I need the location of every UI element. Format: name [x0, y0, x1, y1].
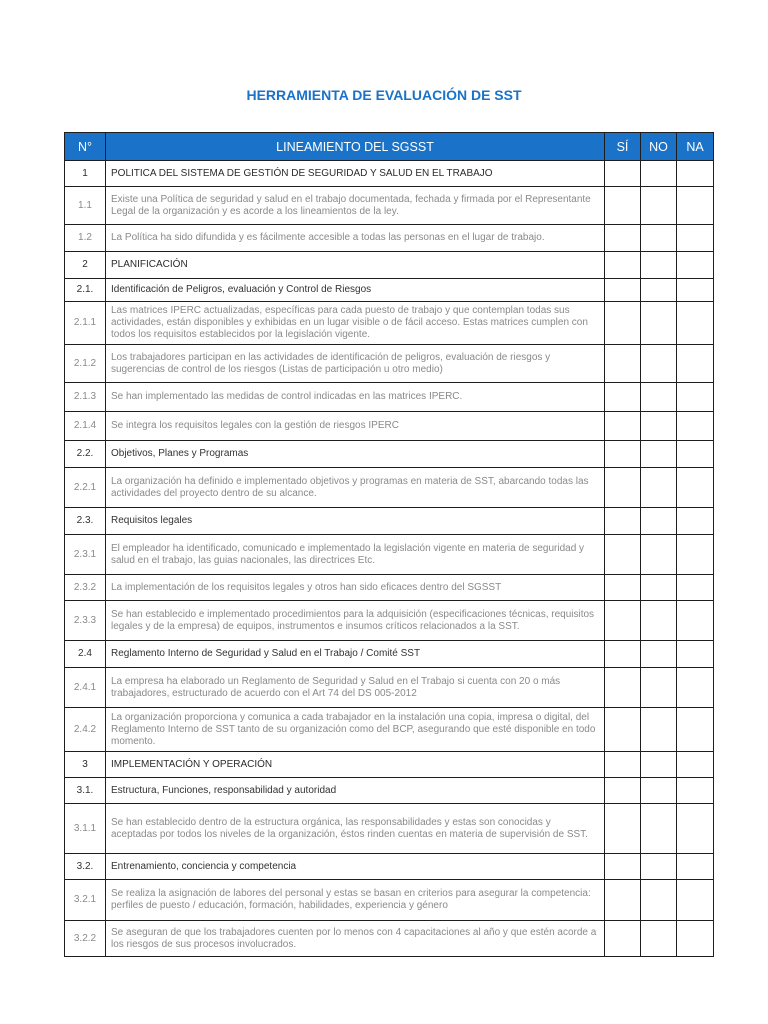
check-cell-si[interactable] — [605, 383, 641, 412]
row-lineamiento: La organización ha definido e implementado objetivos y programas en materia de SST, abarcando todas las actividades del proyecto dentro de su alcance. — [106, 468, 605, 508]
check-cell-si[interactable] — [605, 575, 641, 601]
check-cell-no[interactable] — [641, 468, 677, 508]
row-number: 2.4.1 — [65, 668, 106, 708]
row-lineamiento: Se aseguran de que los trabajadores cuenten por lo menos con 4 capacitaciones al año y que estén acorde a los riesgos de sus procesos involucrados. — [106, 921, 605, 957]
check-cell-na[interactable] — [677, 854, 714, 880]
table-row — [65, 575, 714, 601]
check-cell-na[interactable] — [677, 921, 714, 957]
check-cell-na[interactable] — [677, 804, 714, 854]
row-lineamiento: Existe una Política de seguridad y salud en el trabajo documentada, fechada y firmada por el Representante Legal de la organización y es acorde a los lineamientos de la ley. — [106, 187, 605, 225]
check-cell-na[interactable] — [677, 187, 714, 225]
check-cell-si[interactable] — [605, 535, 641, 575]
row-lineamiento: Objetivos, Planes y Programas — [106, 441, 605, 468]
row-number: 2.3. — [65, 508, 106, 535]
row-number: 2.1. — [65, 279, 106, 302]
header-lineamiento: LINEAMIENTO DEL SGSST — [106, 133, 605, 161]
table-row — [65, 921, 714, 957]
check-cell-no[interactable] — [641, 345, 677, 383]
check-cell-na[interactable] — [677, 641, 714, 668]
check-cell-na[interactable] — [677, 708, 714, 752]
check-cell-no[interactable] — [641, 279, 677, 302]
check-cell-si[interactable] — [605, 752, 641, 778]
check-cell-na[interactable] — [677, 302, 714, 345]
evaluation-table — [64, 132, 714, 957]
row-lineamiento: Se integra los requisitos legales con la gestión de riesgos IPERC — [106, 412, 605, 441]
row-number: 2.3.3 — [65, 601, 106, 641]
row-number: 3.1. — [65, 778, 106, 804]
check-cell-no[interactable] — [641, 535, 677, 575]
table-header-row — [65, 133, 714, 161]
header-si: SÍ — [605, 133, 641, 161]
check-cell-no[interactable] — [641, 161, 677, 187]
check-cell-no[interactable] — [641, 302, 677, 345]
table-row — [65, 535, 714, 575]
check-cell-no[interactable] — [641, 752, 677, 778]
table-row — [65, 412, 714, 441]
check-cell-no[interactable] — [641, 601, 677, 641]
check-cell-si[interactable] — [605, 778, 641, 804]
header-num: N° — [65, 133, 106, 161]
check-cell-na[interactable] — [677, 535, 714, 575]
check-cell-si[interactable] — [605, 641, 641, 668]
check-cell-na[interactable] — [677, 508, 714, 535]
table-row — [65, 641, 714, 668]
check-cell-si[interactable] — [605, 345, 641, 383]
check-cell-si[interactable] — [605, 279, 641, 302]
row-lineamiento: Las matrices IPERC actualizadas, específicas para cada puesto de trabajo y que contemplan todas sus actividades, están disponibles y exhibidas en un lugar visible o de fácil acceso. Estas matrices cumplen con todos los requisitos establecidos por la legislación vigente. — [106, 302, 605, 345]
check-cell-na[interactable] — [677, 441, 714, 468]
table-row — [65, 225, 714, 252]
row-number: 1.1 — [65, 187, 106, 225]
table-row — [65, 854, 714, 880]
row-lineamiento: Reglamento Interno de Seguridad y Salud en el Trabajo / Comité SST — [106, 641, 605, 668]
row-number: 1 — [65, 161, 106, 187]
row-number: 3 — [65, 752, 106, 778]
check-cell-no[interactable] — [641, 641, 677, 668]
table-row — [65, 345, 714, 383]
table-row — [65, 778, 714, 804]
check-cell-na[interactable] — [677, 601, 714, 641]
row-number: 3.1.1 — [65, 804, 106, 854]
check-cell-no[interactable] — [641, 508, 677, 535]
row-number: 2.1.3 — [65, 383, 106, 412]
check-cell-no[interactable] — [641, 412, 677, 441]
table-row — [65, 252, 714, 279]
row-lineamiento: Se realiza la asignación de labores del personal y estas se basan en criterios para asegurar la competencia: perfiles de puesto / educación, formación, habilidades, experiencia y género — [106, 880, 605, 921]
check-cell-no[interactable] — [641, 225, 677, 252]
check-cell-na[interactable] — [677, 279, 714, 302]
check-cell-si[interactable] — [605, 854, 641, 880]
row-number: 2.1.4 — [65, 412, 106, 441]
check-cell-no[interactable] — [641, 187, 677, 225]
row-lineamiento: Entrenamiento, conciencia y competencia — [106, 854, 605, 880]
table-row — [65, 601, 714, 641]
check-cell-si[interactable] — [605, 668, 641, 708]
document-title: HERRAMIENTA DE EVALUACIÓN DE SST — [246, 87, 522, 103]
check-cell-no[interactable] — [641, 804, 677, 854]
check-cell-no[interactable] — [641, 383, 677, 412]
check-cell-no[interactable] — [641, 441, 677, 468]
check-cell-si[interactable] — [605, 161, 641, 187]
table-row — [65, 752, 714, 778]
check-cell-si[interactable] — [605, 804, 641, 854]
check-cell-na[interactable] — [677, 880, 714, 921]
check-cell-no[interactable] — [641, 880, 677, 921]
row-number: 3.2.1 — [65, 880, 106, 921]
row-number: 2.4.2 — [65, 708, 106, 752]
row-lineamiento: Se han establecido dentro de la estructura orgánica, las responsabilidades y estas son conocidas y aceptadas por todos los niveles de la organización, éstos rinden cuentas en materia de supervisión de SST. — [106, 804, 605, 854]
table-row — [65, 508, 714, 535]
table-row — [65, 441, 714, 468]
check-cell-no[interactable] — [641, 921, 677, 957]
check-cell-na[interactable] — [677, 383, 714, 412]
row-lineamiento: PLANIFICACIÓN — [106, 252, 605, 279]
header-na: NA — [677, 133, 714, 161]
row-number: 2.4 — [65, 641, 106, 668]
check-cell-na[interactable] — [677, 345, 714, 383]
check-cell-na[interactable] — [677, 575, 714, 601]
row-lineamiento: Requisitos legales — [106, 508, 605, 535]
check-cell-si[interactable] — [605, 921, 641, 957]
row-lineamiento: IMPLEMENTACIÓN Y OPERACIÓN — [106, 752, 605, 778]
table-row — [65, 187, 714, 225]
row-number: 2.1.2 — [65, 345, 106, 383]
row-lineamiento: Se han implementado las medidas de control indicadas en las matrices IPERC. — [106, 383, 605, 412]
check-cell-na[interactable] — [677, 225, 714, 252]
row-lineamiento: Los trabajadores participan en las actividades de identificación de peligros, evaluación de riesgos y sugerencias de control de los riesgos (Listas de participación u otro medio) — [106, 345, 605, 383]
header-no: NO — [641, 133, 677, 161]
row-number: 2.2.1 — [65, 468, 106, 508]
check-cell-na[interactable] — [677, 468, 714, 508]
check-cell-si[interactable] — [605, 187, 641, 225]
table-row — [65, 708, 714, 752]
check-cell-no[interactable] — [641, 668, 677, 708]
row-number: 2.3.1 — [65, 535, 106, 575]
check-cell-si[interactable] — [605, 468, 641, 508]
row-lineamiento: La empresa ha elaborado un Reglamento de Seguridad y Salud en el Trabajo si cuenta con 20 o más trabajadores, estructurado de acuerdo con el Art 74 del DS 005-2012 — [106, 668, 605, 708]
check-cell-si[interactable] — [605, 252, 641, 279]
check-cell-si[interactable] — [605, 412, 641, 441]
row-lineamiento: Identificación de Peligros, evaluación y Control de Riesgos — [106, 279, 605, 302]
row-number: 1.2 — [65, 225, 106, 252]
table-row — [65, 279, 714, 302]
table-row — [65, 668, 714, 708]
table-row — [65, 468, 714, 508]
row-lineamiento: El empleador ha identificado, comunicado e implementado la legislación vigente en materia de seguridad y salud en el trabajo, las guias nacionales, las directrices Etc. — [106, 535, 605, 575]
table-row — [65, 383, 714, 412]
check-cell-no[interactable] — [641, 778, 677, 804]
check-cell-no[interactable] — [641, 708, 677, 752]
row-lineamiento: La implementación de los requisitos legales y otros han sido eficaces dentro del SGSST — [106, 575, 605, 601]
row-lineamiento: La Política ha sido difundida y es fácilmente accesible a todas las personas en el lugar de trabajo. — [106, 225, 605, 252]
table-row — [65, 161, 714, 187]
row-number: 2.2. — [65, 441, 106, 468]
check-cell-no[interactable] — [641, 854, 677, 880]
check-cell-na[interactable] — [677, 161, 714, 187]
check-cell-na[interactable] — [677, 752, 714, 778]
check-cell-si[interactable] — [605, 508, 641, 535]
row-number: 2.1.1 — [65, 302, 106, 345]
check-cell-no[interactable] — [641, 252, 677, 279]
row-lineamiento: Se han establecido e implementado procedimientos para la adquisición (especificaciones técnicas, requisitos legales y de la empresa) de equipos, instrumentos e insumos críticos relacionados a la SST. — [106, 601, 605, 641]
check-cell-na[interactable] — [677, 412, 714, 441]
check-cell-si[interactable] — [605, 302, 641, 345]
row-number: 2.3.2 — [65, 575, 106, 601]
check-cell-na[interactable] — [677, 252, 714, 279]
check-cell-na[interactable] — [677, 668, 714, 708]
check-cell-si[interactable] — [605, 880, 641, 921]
row-lineamiento: La organización proporciona y comunica a cada trabajador en la instalación una copia, impresa o digital, del Reglamento Interno de SST tanto de su organización como del BCP, asegurando que esté disponible en todo momento. — [106, 708, 605, 752]
row-lineamiento: Estructura, Funciones, responsabilidad y autoridad — [106, 778, 605, 804]
row-number: 3.2.2 — [65, 921, 106, 957]
table-row — [65, 804, 714, 854]
row-number: 3.2. — [65, 854, 106, 880]
check-cell-na[interactable] — [677, 778, 714, 804]
table-row — [65, 302, 714, 345]
check-cell-si[interactable] — [605, 708, 641, 752]
check-cell-si[interactable] — [605, 601, 641, 641]
check-cell-no[interactable] — [641, 575, 677, 601]
table-row — [65, 880, 714, 921]
row-lineamiento: POLITICA DEL SISTEMA DE GESTIÓN DE SEGURIDAD Y SALUD EN EL TRABAJO — [106, 161, 605, 187]
check-cell-si[interactable] — [605, 225, 641, 252]
check-cell-si[interactable] — [605, 441, 641, 468]
row-number: 2 — [65, 252, 106, 279]
